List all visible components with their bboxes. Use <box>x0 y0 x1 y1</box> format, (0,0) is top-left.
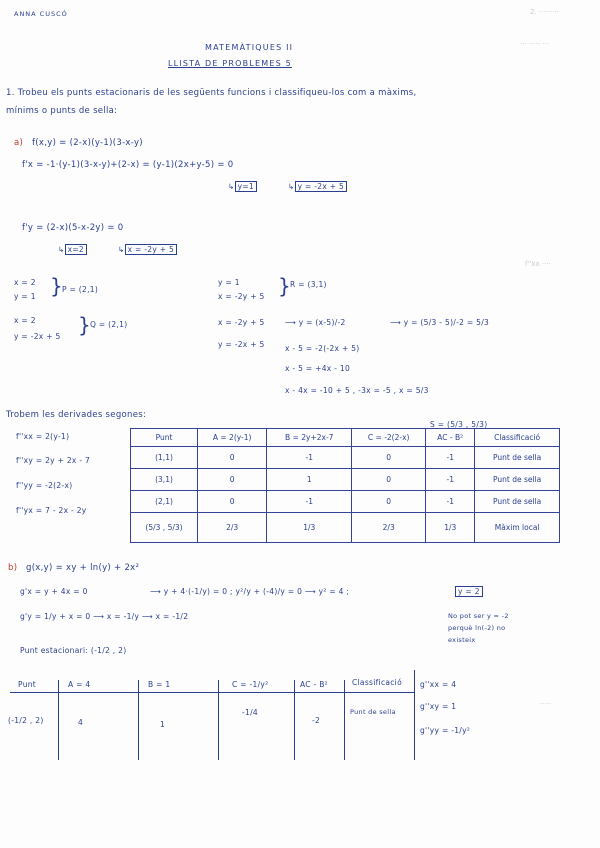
table-cell: Punt de sella <box>475 469 560 491</box>
table-cell: 2/3 <box>352 513 426 543</box>
s-step-2: ⟶ y = (5/3 - 5)/-2 = 5/3 <box>390 318 490 327</box>
classification-table-a <box>130 428 560 543</box>
point-s: S = (5/3 , 5/3) <box>430 420 488 429</box>
part-b-label: b) <box>8 563 18 573</box>
table-b-divider <box>344 680 345 760</box>
col-header: A = 2(y-1) <box>198 429 267 447</box>
table-cell: -1 <box>426 469 475 491</box>
tb-header: A = 4 <box>68 680 91 689</box>
second-derivatives-intro: Trobem les derivades segones: <box>6 410 147 420</box>
tb-cell: (-1/2 , 2) <box>8 716 44 725</box>
gx-solution-chain: ⟶ y + 4·(-1/y) = 0 ; y²/y + (-4)/y = 0 ⟶ y² = 4 ; <box>150 587 350 596</box>
table-cell: -1 <box>426 447 475 469</box>
r-system-eq1: y = 1 <box>218 278 240 287</box>
table-cell: -1 <box>267 491 352 513</box>
tb-header: Punt <box>18 680 37 689</box>
table-cell: Punt de sella <box>475 447 560 469</box>
table-cell: 0 <box>352 447 426 469</box>
s-step-5: x - 4x = -10 + 5 , -3x = -5 , x = 5/3 <box>285 386 429 395</box>
table-cell: -1 <box>426 491 475 513</box>
table-b-divider <box>294 680 295 760</box>
table-b-divider <box>414 670 415 760</box>
q-system-eq1: x = 2 <box>14 316 36 325</box>
table-cell: 2/3 <box>198 513 267 543</box>
fxy: f''xy = 2y + 2x - 7 <box>16 456 91 465</box>
brace-r: } <box>278 274 291 298</box>
table-row <box>131 447 560 469</box>
table-cell: 0 <box>198 447 267 469</box>
table-cell: 0 <box>198 469 267 491</box>
col-header: Punt <box>131 429 198 447</box>
part-a-function: f(x,y) = (2-x)(y-1)(3-x-y) <box>32 138 143 148</box>
table-cell: (5/3 , 5/3) <box>131 513 198 543</box>
q-system-eq2: y = -2x + 5 <box>14 332 61 341</box>
stationary-point: Punt estacionari: (-1/2 , 2) <box>20 646 127 655</box>
note-line2: perquè ln(-2) no <box>448 624 506 632</box>
author-name: ANNA CUSCÓ <box>14 10 68 18</box>
s-step-4: x - 5 = +4x - 10 <box>285 364 351 373</box>
table-cell: 0 <box>352 491 426 513</box>
tb-cell: 1 <box>160 720 166 729</box>
exercise-statement-line1: 1. Trobeu els punts estacionaris de les següents funcions i classifiqueu-los com a màxims, <box>6 88 417 98</box>
tb-cell: 4 <box>78 718 84 727</box>
table-cell: -1 <box>267 447 352 469</box>
table-header-row <box>131 429 560 447</box>
tb-header: B = 1 <box>148 680 171 689</box>
gyy: g''yy = -1/y² <box>420 726 471 735</box>
fyy: f''yy = -2(2-x) <box>16 481 73 490</box>
gy-derivative: g'y = 1/y + x = 0 ⟶ x = -1/y ⟶ x = -1/2 <box>20 612 189 621</box>
col-header: B = 2y+2x-7 <box>267 429 352 447</box>
table-cell: 1/3 <box>267 513 352 543</box>
table-b-divider <box>218 680 219 760</box>
tb-header: Classificació <box>352 678 402 687</box>
table-cell: 1/3 <box>426 513 475 543</box>
tb-cell: -1/4 <box>242 708 258 717</box>
col-header: AC - B² <box>426 429 475 447</box>
page-title: MATEMÀTIQUES II <box>205 43 294 52</box>
gx-derivative: g'x = y + 4x = 0 <box>20 587 88 596</box>
handwritten-page: 2. ········· ··· ····· ··· f''xx ···· ····· ANNA CUSCÓ MATEMÀTIQUES II LLISTA DE PROBLEMES 5 1. Trobeu els punts estacionaris de les següents funcions i classifiqueu-los com a màxims, mínims o punts de sella: a) f(x,y) = (2-x)(y-1)(3-x-y) f'x = -1·(y-1)(3-x-y)+(2-x) = (y-1)(2x+y-5) = 0 ↳ y=1 ↳ y = -2x + 5 f'y = (2-x)(5-x-2y) = 0 ↳ x=2 ↳ x = -2y + 5 x = 2 y = 1 } P = (2,1) y = 1 x = -2y + 5 } R = (3,1) x = 2 y = -2x + 5 } Q = (2,1) x = -2y + 5 y = -2x + 5 ⟶ y = (x-5)/-2 ⟶ y = (5/3 - 5)/-2 = 5/3 x - 5 = -2(-2x + 5) x - 5 = +4x - 10 x - 4x = -10 + 5 , -3x = -5 , x = 5/3 S = (5/3 , 5/3) Trobem les derivades segones: f''xx = 2(y-1) f''xy = 2y + 2x - 7 f''yy = -2(2-x) f''yx = 7 - 2x - 2y Punt A = 2(y-1) B = 2y+2x-7 C = -2(2-x) AC - B² Classificació (1,1) 0 -1 0 -1 Punt de sella (3,1) 0 1 0 -1 Punt de sella (2,1) 0 -1 0 -1 Punt de sella (5/3 , 5/3) 2/3 1/3 2/3 1/3 Màxim local b) g(x,y) = xy + ln(y) + 2x² g'x = y + 4x = 0 ⟶ y + 4·(-1/y) = 0 ; y²/y + (-4)/y = 0 ⟶ y² = 4 ; y = 2 g'y = 1/y + x = 0 ⟶ x = -1/y ⟶ x = -1/2 No pot ser y = -2 perquè ln(-2) no existeix Punt estacionari: (-1/2 , 2) Punt A = 4 B = 1 C = -1/y² AC - B² Classificació (-1/2 , 2) 4 1 -1/4 -2 Punt de sella g''xx = 4 g''xy = 1 g''yy = -1/y² <box>0 0 600 848</box>
y-solution-box: y = 2 <box>455 586 483 597</box>
gxx: g''xx = 4 <box>420 680 457 689</box>
tb-cell: -2 <box>312 716 321 725</box>
col-header: Classificació <box>475 429 560 447</box>
p-system-eq1: x = 2 <box>14 278 36 287</box>
tb-cell: Punt de sella <box>350 708 396 716</box>
table-b-divider <box>138 680 139 760</box>
table-cell: (2,1) <box>131 491 198 513</box>
s-step-1: ⟶ y = (x-5)/-2 <box>285 318 346 327</box>
table-row <box>131 513 560 543</box>
fx-derivative: f'x = -1·(y-1)(3-x-y)+(2-x) = (y-1)(2x+y-5) = 0 <box>22 160 234 170</box>
table-cell: (1,1) <box>131 447 198 469</box>
point-r: R = (3,1) <box>290 280 327 289</box>
table-cell: (3,1) <box>131 469 198 491</box>
brace-p: } <box>50 274 63 298</box>
table-b-rule <box>10 692 414 693</box>
note-line1: No pot ser y = -2 <box>448 612 509 620</box>
tb-header: C = -1/y² <box>232 680 269 689</box>
point-q: Q = (2,1) <box>90 320 128 329</box>
table-cell: 1 <box>267 469 352 491</box>
r-system-eq2: x = -2y + 5 <box>218 292 265 301</box>
table-cell: 0 <box>352 469 426 491</box>
part-b-function: g(x,y) = xy + ln(y) + 2x² <box>26 563 140 573</box>
table-row <box>131 491 560 513</box>
fy-derivative: f'y = (2-x)(5-x-2y) = 0 <box>22 223 124 233</box>
table-b-divider <box>58 680 59 760</box>
p-system-eq2: y = 1 <box>14 292 36 301</box>
tb-header: AC - B² <box>300 680 328 689</box>
fx-root-2: y = -2x + 5 <box>295 181 348 192</box>
note-line3: existeix <box>448 636 476 644</box>
exercise-statement-line2: mínims o punts de sella: <box>6 106 118 116</box>
point-p: P = (2,1) <box>62 285 99 294</box>
table-cell: 0 <box>198 491 267 513</box>
part-a-label: a) <box>14 138 24 148</box>
col-header: C = -2(2-x) <box>352 429 426 447</box>
s-step-3: x - 5 = -2(-2x + 5) <box>285 344 360 353</box>
page-subtitle: LLISTA DE PROBLEMES 5 <box>168 59 292 68</box>
fy-root-2: x = -2y + 5 <box>125 244 178 255</box>
brace-q: } <box>78 313 91 337</box>
fx-root-1: y=1 <box>235 181 257 192</box>
s-system-eq1: x = -2y + 5 <box>218 318 265 327</box>
s-system-eq2: y = -2x + 5 <box>218 340 265 349</box>
fyx: f''yx = 7 - 2x - 2y <box>16 506 87 515</box>
fy-root-1: x=2 <box>65 244 87 255</box>
table-cell: Màxim local <box>475 513 560 543</box>
gxy: g''xy = 1 <box>420 702 457 711</box>
fxx: f''xx = 2(y-1) <box>16 432 70 441</box>
table-cell: Punt de sella <box>475 491 560 513</box>
table-row <box>131 469 560 491</box>
